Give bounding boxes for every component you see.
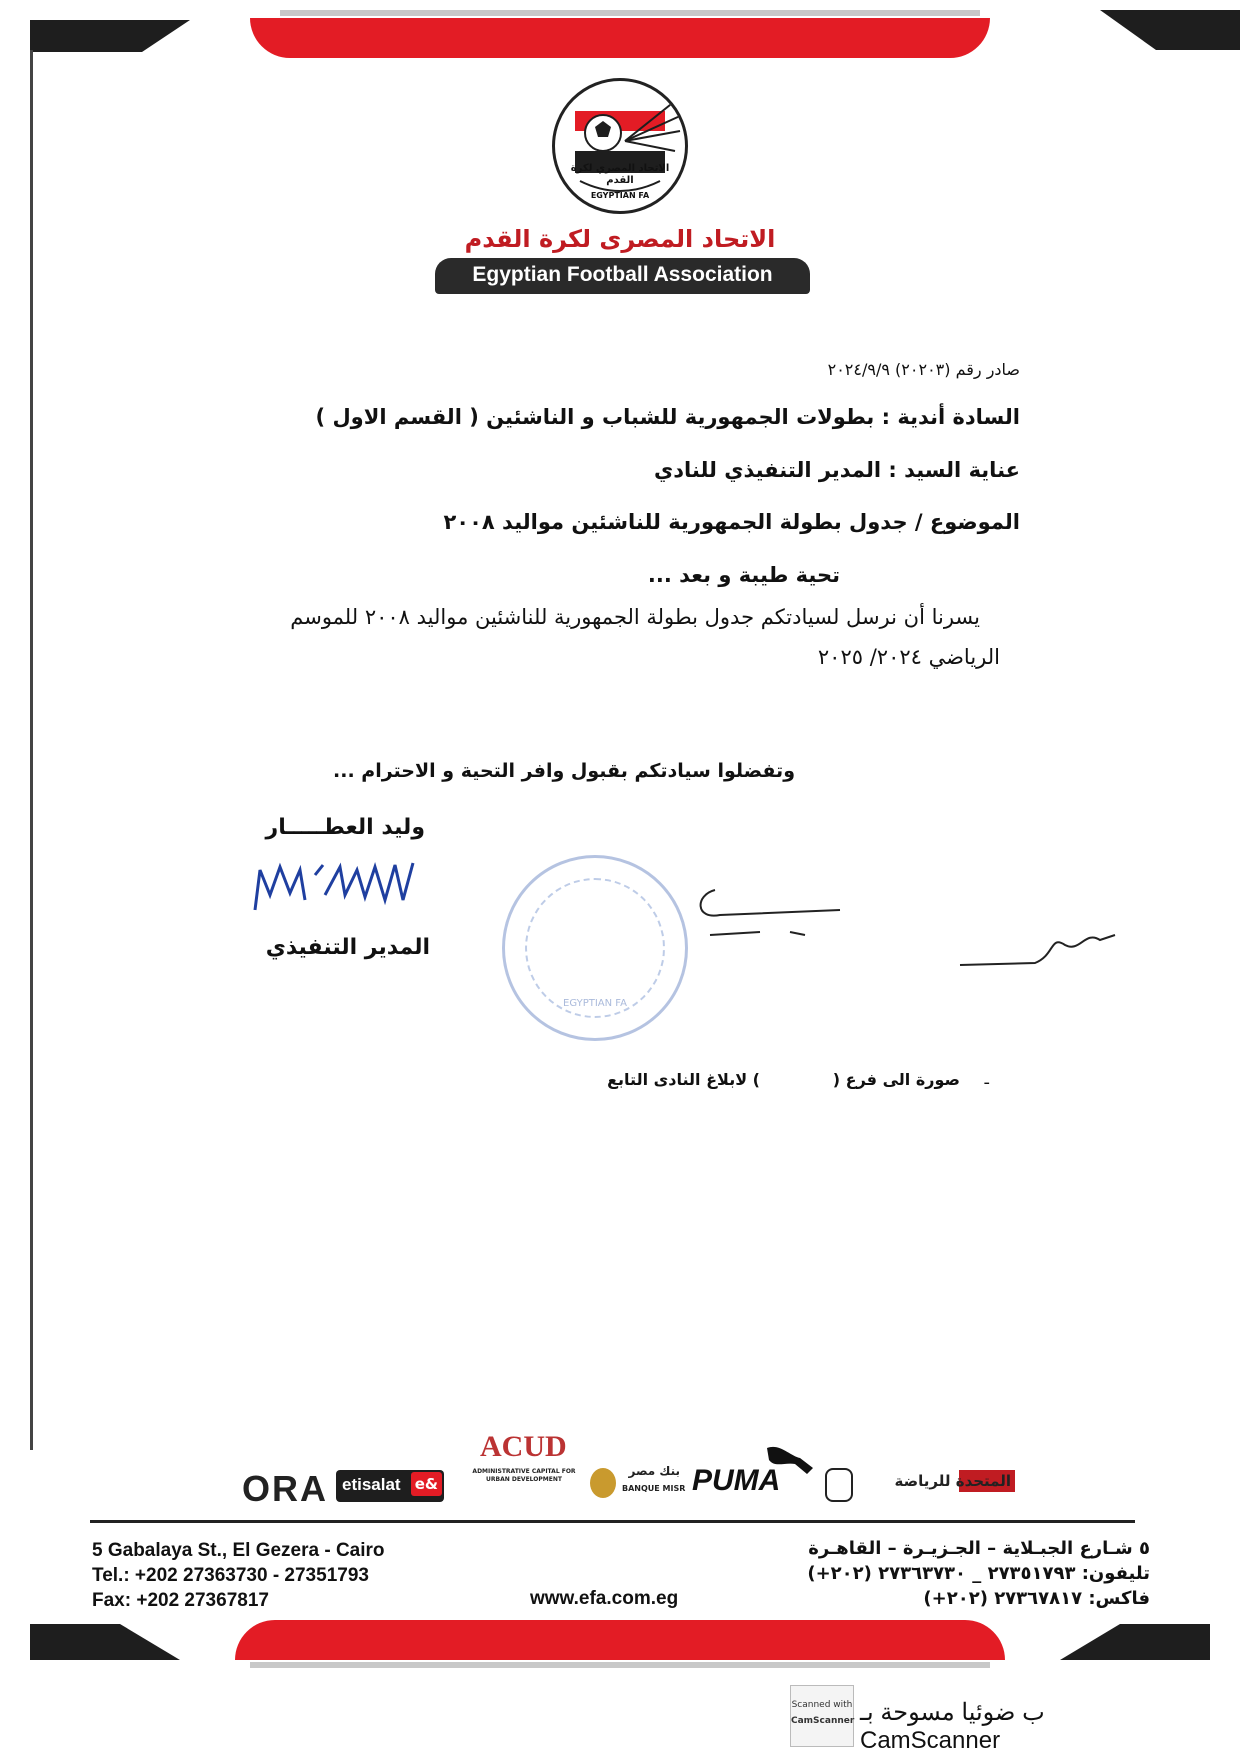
sponsor-banque-misr: BANQUE MISR	[622, 1484, 686, 1493]
attention-line: عناية السيد : المدير التنفيذي للنادي	[653, 458, 1020, 482]
logo-ring-text: الاتحاد المصري لكرة القدم	[570, 163, 670, 186]
footer-fax-ar: فاكس: ٢٧٣٦٧٨١٧ (٢٠٢+)	[923, 1588, 1150, 1609]
bottom-dark-stripe-right	[1060, 1624, 1210, 1660]
camscanner-caption: ب ضوئيا مسوحة بـ CamScanner	[860, 1699, 1045, 1754]
logo-caption: EGYPTIAN FA	[590, 191, 650, 200]
top-red-stripe	[250, 18, 990, 58]
official-stamp	[502, 855, 688, 1041]
top-dark-stripe-right	[1100, 10, 1240, 50]
closing-line: وتفضلوا سيادتكم بقبول وافر التحية و الاحترام ...	[333, 760, 795, 782]
sponsor-etisalat: etisalat	[342, 1475, 401, 1494]
signature-icon	[245, 855, 420, 925]
left-margin-line	[30, 50, 33, 1450]
letter-page	[30, 10, 1210, 1670]
signatory-name: وليد العطـــــار	[265, 815, 425, 840]
footer-address-en: 5 Gabalaya St., El Gezera - Cairo	[92, 1540, 385, 1561]
signatory-title: المدير التنفيذي	[265, 935, 430, 960]
top-dark-stripe-left	[30, 20, 190, 52]
camscanner-badge-top: Scanned with	[791, 1700, 853, 1710]
cc-prefix: صورة الى فرع (	[832, 1070, 960, 1089]
sponsor-etisalat-badge: e&	[411, 1472, 442, 1496]
body-line-1: يسرنا أن نرسل لسيادتكم جدول بطولة الجمهورية للناشئين مواليد ٢٠٠٨ للموسم	[290, 605, 980, 629]
footer-address-ar: ٥ شـارع الجبـلاية – الجـزيـرة – القاهـرة	[808, 1538, 1150, 1559]
org-name-en-banner	[435, 258, 810, 294]
sponsor-etisalat-box	[336, 1470, 444, 1502]
footer-tel-ar: تليفون: ٢٧٣٥١٧٩٣ _ ٢٧٣٦٣٧٣٠ (٢٠٢+)	[807, 1563, 1150, 1584]
camscanner-badge-name: CamScanner	[791, 1716, 855, 1726]
sponsor-united	[855, 1472, 1015, 1490]
sponsor-banque-misr-icon	[590, 1468, 616, 1498]
org-name-en: Egyptian Football Association	[472, 263, 773, 286]
greeting-line: تحية طيبة و بعد ...	[647, 563, 840, 587]
efa-logo	[552, 78, 688, 214]
issue-reference: صادر رقم (٢٠٢٠٣) ٢٠٢٤/٩/٩	[827, 360, 1020, 379]
sponsor-acud: ACUD	[480, 1430, 567, 1463]
body-line-2: الرياضي ٢٠٢٤/ ٢٠٢٥	[817, 645, 1000, 669]
initials-mark-icon	[690, 880, 850, 950]
sponsor-united-text: المتحدة للرياضة	[891, 1470, 1015, 1492]
sponsor-acud-sub: ADMINISTRATIVE CAPITAL FOR URBAN DEVELOPMENT	[472, 1468, 576, 1483]
sponsor-puma: PUMA	[692, 1464, 781, 1497]
footer-tel-en: Tel.: +202 27363730 - 27351793	[92, 1565, 369, 1586]
handwritten-note-icon	[955, 915, 1125, 975]
sponsor-ora: ORA	[242, 1468, 328, 1509]
puma-cat-icon	[765, 1438, 815, 1478]
footer-website[interactable]: www.efa.com.eg	[530, 1588, 679, 1609]
sponsor-united-icon	[825, 1468, 853, 1502]
bottom-grey-stripe	[250, 1662, 990, 1668]
top-grey-stripe	[280, 10, 980, 16]
footer-divider	[90, 1520, 1135, 1523]
camscanner-badge	[790, 1685, 854, 1747]
subject-line: الموضوع / جدول بطولة الجمهورية للناشئين مواليد ٢٠٠٨	[443, 510, 1020, 534]
sponsor-banque-misr-ar: بنك مصر	[628, 1464, 680, 1478]
recipients-line: السادة أندية : بطولات الجمهورية للشباب و الناشئين ( القسم الاول )	[315, 405, 1020, 429]
stamp-text: EGYPTIAN FA	[563, 998, 627, 1009]
bottom-red-stripe	[235, 1620, 1005, 1660]
cc-dash: -	[983, 1072, 990, 1093]
cc-suffix: ) لابلاغ النادى التابع	[607, 1070, 760, 1089]
org-name-ar: الاتحاد المصرى لكرة القدم	[464, 225, 776, 253]
footer-fax-en: Fax: +202 27367817	[92, 1590, 269, 1611]
bottom-dark-stripe-left	[30, 1624, 180, 1660]
